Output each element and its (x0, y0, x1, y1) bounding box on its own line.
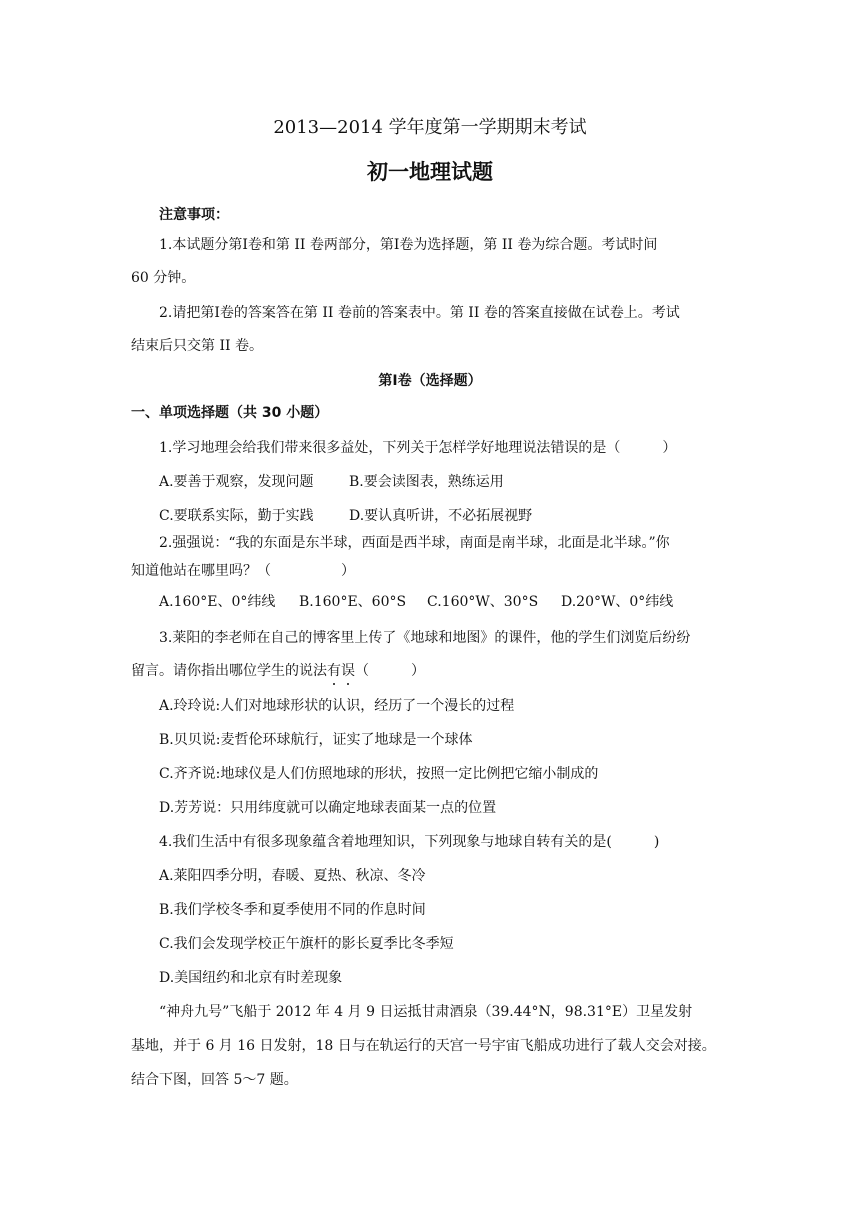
question-1-option-d: D.要认真听讲，不必拓展视野 (349, 508, 533, 524)
question-2-option-c: C.160°W、30°S (427, 594, 539, 610)
notice-item-2-line-1: 2.请把第Ⅰ卷的答案答在第 II 卷前的答案表中。第 II 卷的答案直接做在试卷上。考试 (159, 305, 680, 321)
question-4-option-a: A.莱阳四季分明，春暖、夏热、秋凉、冬冷 (159, 868, 426, 884)
question-2-option-d: D.20°W、0°纬线 (561, 594, 674, 610)
question-4-option-c: C.我们会发现学校正午旗杆的影长夏季比冬季短 (159, 936, 454, 952)
question-1-options-row-2 (159, 507, 532, 525)
passage-line-1: “神舟九号”飞船于 2012 年 4 月 9 日运抵甘肃酒泉（39.44°N，98.31°E）卫星发射 (159, 1004, 693, 1020)
question-4-stem: 4.我们生活中有很多现象蕴含着地理知识，下列现象与地球自转有关的是( ) (159, 834, 660, 850)
question-3-stem-text: 留言。请你指出哪位学生的说法 (131, 663, 327, 679)
question-1-option-c: C.要联系实际，勤于实践 (159, 508, 314, 524)
question-2-stem-line-2: 知道他站在哪里吗？（ ） (131, 563, 355, 579)
part1-title: 第Ⅰ卷（选择题） (378, 373, 482, 389)
question-3-option-b: B.贝贝说:麦哲伦环球航行，证实了地球是一个球体 (159, 732, 473, 748)
question-2-option-a: A.160°E、0°纬线 (159, 594, 276, 610)
question-2-stem-line-1: 2.强强说：“我的东面是东半球，西面是西半球，南面是南半球，北面是北半球。”你 (159, 535, 670, 551)
exam-title: 2013—2014 学年度第一学期期末考试 (273, 117, 587, 138)
question-3-option-a: A.玲玲说:人们对地球形状的认识，经历了一个漫长的过程 (159, 698, 515, 714)
section-heading: 一、单项选择题（共 30 小题） (131, 405, 329, 421)
notice-heading: 注意事项： (159, 207, 229, 223)
notice-item-2-line-2: 结束后只交第 II 卷。 (131, 338, 263, 354)
question-3-option-c: C.齐齐说:地球仪是人们仿照地球的形状，按照一定比例把它缩小制成的 (159, 766, 599, 782)
question-4-option-d: D.美国纽约和北京有时差现象 (159, 970, 343, 986)
subject-title: 初一地理试题 (367, 160, 493, 184)
passage-line-3: 结合下图，回答 5～7 题。 (131, 1072, 298, 1088)
question-2-options-row (159, 593, 673, 611)
question-1-option-a: A.要善于观察，发现问题 (159, 474, 314, 490)
question-1-options-row-1 (159, 473, 504, 491)
question-3-option-d: D.芳芳说：只用纬度就可以确定地球表面某一点的位置 (159, 800, 497, 816)
question-3-emphasis-1: 有 (327, 663, 341, 679)
passage-line-2: 基地，并于 6 月 16 日发射，18 日与在轨运行的天宫一号宇宙飞船成功进行了载人交会对接。 (131, 1038, 716, 1054)
question-3-stem-line-1: 3.莱阳的李老师在自己的博客里上传了《地球和地图》的课件，他的学生们浏览后纷纷 (159, 630, 691, 646)
notice-item-1-line-1: 1.本试题分第Ⅰ卷和第 II 卷两部分，第Ⅰ卷为选择题，第 II 卷为综合题。考试时间 (159, 237, 658, 253)
question-4-option-b: B.我们学校冬季和夏季使用不同的作息时间 (159, 902, 426, 918)
question-3-answer-blank: （ ） (355, 663, 425, 679)
question-2-option-b: B.160°E、60°S (299, 594, 407, 610)
question-3-stem-line-2 (131, 662, 425, 680)
question-1-stem: 1.学习地理会给我们带来很多益处，下列关于怎样学好地理说法错误的是（ ） (159, 440, 677, 456)
notice-item-1-line-2: 60 分钟。 (131, 270, 196, 286)
question-1-option-b: B.要会读图表，熟练运用 (349, 474, 504, 490)
question-3-emphasis-2: 误 (341, 663, 355, 679)
